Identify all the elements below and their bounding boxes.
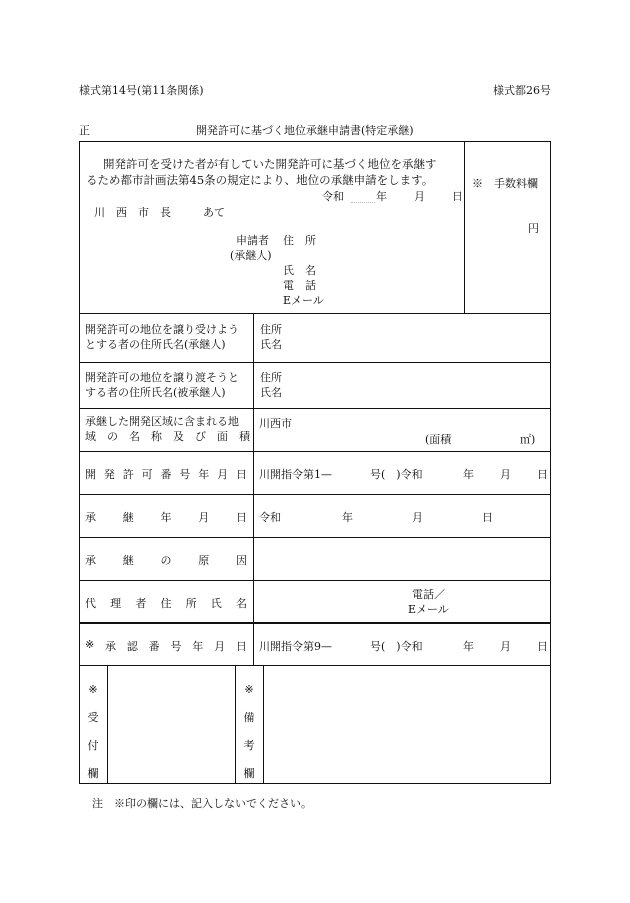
approval-number-label: ※ 承 認 番 号 年 月 日: [85, 638, 247, 653]
successor-row-fields: [260, 322, 282, 352]
successor-row-label: 開発許可の地位を譲り受けよう とする者の住所氏名(承継人): [85, 323, 239, 351]
agent-label: 代 理 者 住 所 氏 名: [85, 597, 247, 610]
fee-yen: 円: [528, 222, 539, 235]
succession-year-input[interactable]: [290, 507, 338, 523]
area-unit: ㎡): [520, 433, 536, 446]
date-year-label: 年: [376, 190, 387, 203]
permit-number-prefix: 川開指令第1—: [259, 468, 332, 481]
agent-input[interactable]: [258, 585, 398, 617]
applicant-phone-label: 電 話: [283, 279, 316, 292]
succession-year-label: 年: [342, 511, 353, 524]
date-month-field[interactable]: [393, 188, 413, 202]
predecessor-input[interactable]: [290, 368, 545, 404]
date-year-field[interactable]: [351, 188, 375, 203]
permit-number-label: 開 発 許 可 番 号 年 月 日: [85, 468, 247, 481]
intro-text-line1: 開発許可を受けた者が有していた開発許可に基づく地位を承継す: [103, 157, 437, 171]
permit-number-input[interactable]: [334, 464, 368, 480]
succession-date-label: 承 継 年 月 日: [85, 511, 247, 524]
area-label: (面積: [425, 433, 452, 446]
intro-text-line2: るため都市計画法第45条の規定により、地位の承継申請をします。: [86, 173, 434, 187]
permit-year-label: 年: [463, 468, 474, 481]
predecessor-row-label: 開発許可の地位を譲り渡そうと する者の住所氏名(被承継人): [85, 371, 239, 399]
applicant-name-field[interactable]: [330, 262, 460, 276]
approval-number-go: 号( )令和: [370, 640, 423, 653]
agent-phone-label: 電話／: [412, 588, 445, 601]
succession-month-label: 月: [412, 511, 423, 524]
form-number: 様式第14号(第11条関係): [79, 84, 204, 97]
permit-number-go: 号( )令和: [370, 468, 423, 481]
page-title: 開発許可に基づく地位承継申請書(特定承継): [196, 124, 414, 137]
area-city: 川西市: [259, 417, 292, 430]
successor-label: (承継人): [230, 249, 272, 262]
area-input[interactable]: [460, 429, 515, 445]
succession-cause-input[interactable]: [258, 542, 546, 576]
approval-month-label: 月: [500, 640, 511, 653]
date-era: 令和: [322, 190, 344, 203]
date-day-field[interactable]: [431, 188, 451, 202]
predecessor-name-label: 氏名: [260, 386, 282, 399]
successor-name-label: 氏名: [260, 338, 282, 351]
succession-cause-label: 承 継 の 原 因: [85, 554, 247, 567]
footnote: 注 ※印の欄には、記入しないでください。: [92, 797, 312, 810]
applicant-phone-field[interactable]: [330, 277, 460, 291]
addressee: 川 西 市 長: [94, 206, 171, 219]
permit-day-label: 日: [537, 468, 548, 481]
addressee-ate: あて: [203, 206, 225, 219]
fee-column-label: ※ 手数料欄: [472, 177, 538, 190]
remarks-column-label: ※ 備 考 欄: [243, 683, 255, 780]
applicant-address-field[interactable]: [330, 232, 460, 246]
original-mark: 正: [79, 124, 90, 137]
approval-number-prefix: 川開指令第9—: [259, 640, 332, 653]
area-row-label: 承継した開発区域に含まれる地 域 の 名 称 及 び 面 積: [85, 415, 250, 443]
successor-input[interactable]: [290, 320, 545, 356]
succession-era: 令和: [259, 511, 281, 524]
applicant-name-label: 氏 名: [283, 264, 316, 277]
applicant-label: 申請者: [236, 234, 269, 247]
applicant-email-field[interactable]: [330, 292, 460, 306]
predecessor-row-fields: [260, 370, 282, 400]
form-number-city: 様式都26号: [493, 84, 551, 97]
approval-year-label: 年: [463, 640, 474, 653]
date-month-label: 月: [414, 190, 425, 203]
successor-address-label: 住所: [260, 323, 282, 336]
applicant-email-label: Eメール: [283, 294, 324, 307]
applicant-address-label: 住 所: [283, 234, 316, 247]
permit-month-label: 月: [500, 468, 511, 481]
predecessor-address-label: 住所: [260, 371, 282, 384]
approval-day-label: 日: [537, 640, 548, 653]
reception-column-label: ※ 受 付 欄: [87, 683, 99, 780]
agent-email-label: Eメール: [408, 603, 449, 616]
succession-day-label: 日: [482, 511, 493, 524]
date-day-label: 日: [452, 190, 463, 203]
